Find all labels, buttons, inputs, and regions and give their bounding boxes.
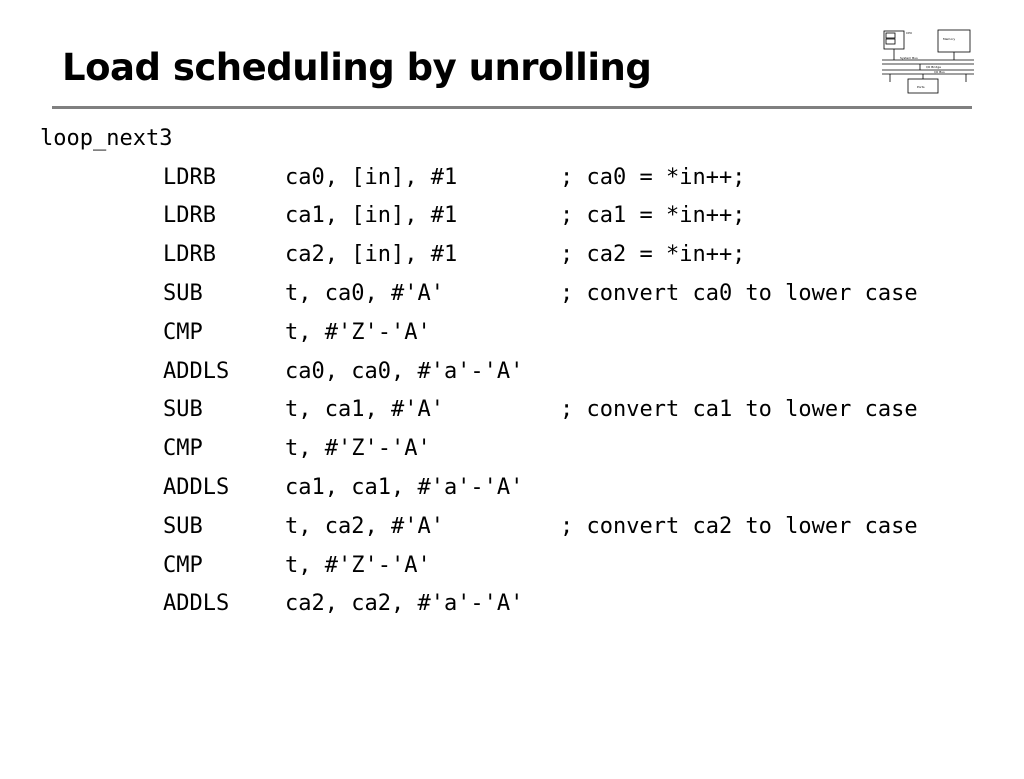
code-line xyxy=(40,469,524,508)
diagram-memory-box xyxy=(938,30,970,52)
code-opcode: SUB xyxy=(163,513,203,539)
code-operands: t, #'Z'-'A' xyxy=(285,319,431,345)
code-line xyxy=(40,197,746,236)
code-operands: ca0, [in], #1 xyxy=(285,164,458,190)
code-operands: ca1, ca1, #'a'-'A' xyxy=(285,474,524,500)
code-line xyxy=(40,430,431,469)
code-opcode: ADDLS xyxy=(163,474,230,500)
code-operands: ca0, ca0, #'a'-'A' xyxy=(285,358,524,384)
code-opcode: CMP xyxy=(163,319,203,345)
code-comment: ; convert ca1 to lower case xyxy=(560,397,918,423)
code-loop-label: loop_next3 xyxy=(40,126,173,151)
diagram-io-bus-label: I/O Bus xyxy=(934,70,945,74)
diagram-ports-label: Ports xyxy=(917,85,925,89)
code-operands: ca2, [in], #1 xyxy=(285,242,458,268)
code-opcode: LDRB xyxy=(163,203,216,229)
assembly-code-listing xyxy=(40,120,918,624)
code-operands: ca1, [in], #1 xyxy=(285,203,458,229)
code-comment: ; convert ca0 to lower case xyxy=(560,280,918,306)
code-opcode: LDRB xyxy=(163,164,216,190)
code-operands: ca2, ca2, #'a'-'A' xyxy=(285,591,524,617)
code-line xyxy=(40,236,746,275)
code-opcode: ADDLS xyxy=(163,358,230,384)
code-opcode: CMP xyxy=(163,552,203,578)
code-operands: t, ca1, #'A' xyxy=(285,397,444,423)
computer-architecture-diagram-icon xyxy=(880,26,976,96)
code-line xyxy=(40,508,918,547)
code-line xyxy=(40,585,524,624)
code-line xyxy=(40,353,524,392)
code-opcode: ADDLS xyxy=(163,591,230,617)
code-line xyxy=(40,314,431,353)
diagram-memory-label: Memory xyxy=(943,37,956,41)
diagram-bus-label: System Bus xyxy=(900,56,918,60)
code-line xyxy=(40,159,746,198)
code-operands: t, ca0, #'A' xyxy=(285,280,444,306)
code-operands: t, #'Z'-'A' xyxy=(285,436,431,462)
code-opcode: SUB xyxy=(163,397,203,423)
title-divider xyxy=(52,106,972,109)
code-comment: ; ca1 = *in++; xyxy=(560,203,746,229)
diagram-cpu-label: CPU xyxy=(906,31,913,35)
slide-title: Load scheduling by unrolling xyxy=(62,46,652,89)
code-line xyxy=(40,547,431,586)
code-comment: ; ca2 = *in++; xyxy=(560,242,746,268)
code-operands: t, ca2, #'A' xyxy=(285,513,444,539)
code-opcode: CMP xyxy=(163,436,203,462)
diagram-bridge-label: I/O Bridge xyxy=(926,65,941,69)
code-opcode: LDRB xyxy=(163,242,216,268)
code-line xyxy=(40,275,918,314)
code-operands: t, #'Z'-'A' xyxy=(285,552,431,578)
code-opcode: SUB xyxy=(163,280,203,306)
code-comment: ; ca0 = *in++; xyxy=(560,164,746,190)
code-comment: ; convert ca2 to lower case xyxy=(560,513,918,539)
code-line xyxy=(40,391,918,430)
